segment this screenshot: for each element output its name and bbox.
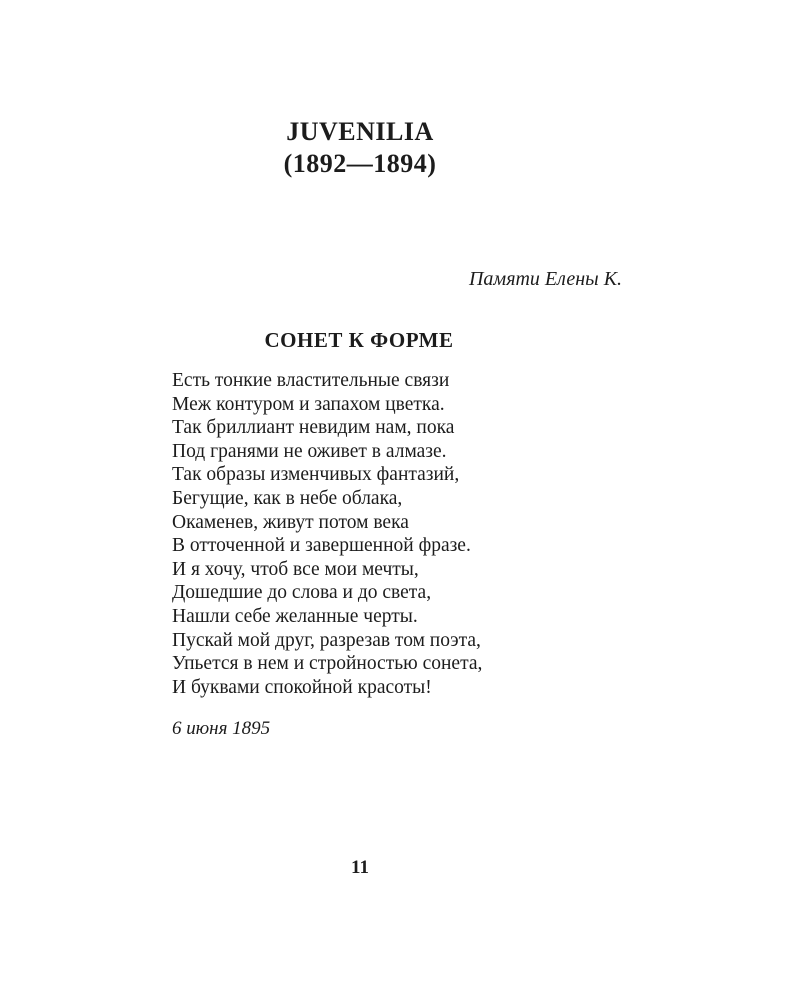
poem-line: И я хочу, чтоб все мои мечты, (172, 558, 419, 580)
poem-line: Упьется в нем и стройностью сонета, (172, 653, 483, 675)
poem-title: СОНЕТ К ФОРМЕ (264, 328, 454, 352)
poem-line: Так образы изменчивых фантазий, (172, 464, 460, 486)
poem-line: Меж контуром и запахом цветка. (172, 393, 445, 415)
poem-line: Дошедшие до слова и до света, (172, 582, 432, 604)
poem-body (172, 369, 482, 699)
section-years: (1892—1894) (283, 149, 437, 178)
poem-line: Пускай мой друг, разрезав том поэта, (172, 629, 481, 651)
poem-line: В отточенной и завершенной фразе. (172, 535, 471, 557)
poem-date: 6 июня 1895 (172, 718, 271, 739)
poem-line: Бегущие, как в небе облака, (172, 487, 403, 509)
poem-line: Окаменев, живут потом века (172, 511, 409, 533)
poem-line: Нашли себе желанные черты. (172, 605, 418, 627)
poem-line: Так бриллиант невидим нам, пока (172, 417, 455, 439)
poem-line: Есть тонкие властительные связи (172, 370, 450, 391)
section-title: JUVENILIA (286, 117, 434, 146)
page-number: 11 (351, 857, 369, 878)
poem-dedication: Памяти Елены К. (468, 268, 622, 290)
poem-line: И буквами спокойной красоты! (172, 676, 432, 698)
poem-line: Под гранями не оживет в алмазе. (172, 440, 447, 462)
